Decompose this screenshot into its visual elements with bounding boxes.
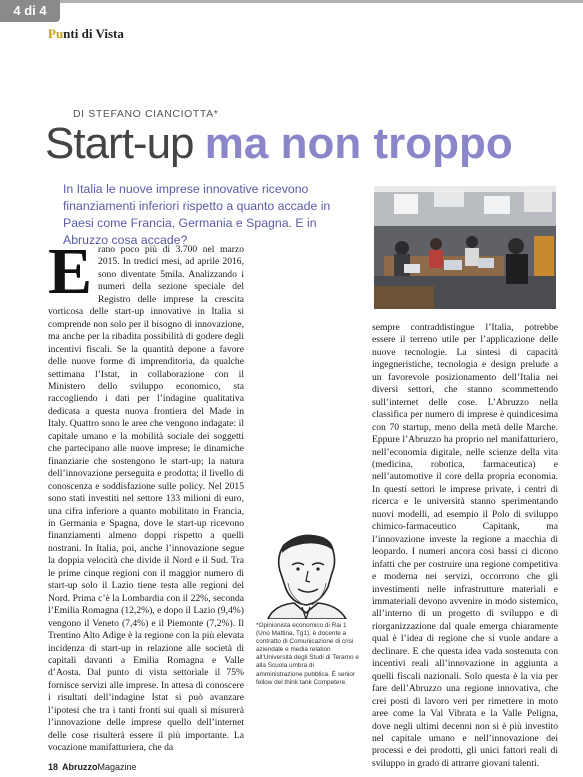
column-2-text: sempre contraddistingue l’Italia, potrebbe essere il terreno utile per l’applicazione delle nuove tecnologie. La sintesi di capacità ingegneristiche, tecnologia e design prelude a un favorevole posizionamento dell’Italia nei diversi settori, che stanno scommettendo sull’internet delle cose. L’Abruzzo nella classifica per numero di imprese è quindicesima con 70 startup, meno della metà delle Marche. Eppure l’Abruzzo ha proprio nel manifatturiero, nell’economia digitale, nelle scienze della vita (medicina, robotica, farmaceutica) e nell’automotive il core della propria economia. In questi settori le imprese private, i centri di ricerca e le università stanno sperimentando nuovi modelli, ad esempio il Polo di sviluppo chimico-farmaceutico Capitank, ma l’innovazione investe la regione a macchia di leopardo. I numeri ancora così bassi ci dicono infatti che per costruire una regione competitiva e moderna nei servizi, occorrono che gli investimenti nelle infrastrutture materiali e immateriali devono avvenire in modo sistemico, all’interno di un progetto di sviluppo e di riorganizzazione dal quale emerga chiaramente qual è l’idea di regione che si vuole andare a declinare. E che questa idea vada sostenuta con incentivi reali all’innovazione in aggiunta a quelli fiscali nazionali. Solo questa è la via per fare dell’Abruzzo una regione innovativa, che crei posti di lavoro veri per rimettere in moto aree come la Val Vibrata e la Valle Peligna, dove negli ultimi decenni non si è più investito nel capitale umano e nell’innovazione dei processi e dei prodotti, gli unici fattori reali di sviluppo in grado di attrarre giovani talenti. <box>372 322 558 769</box>
section-label <box>48 26 124 42</box>
title-part-2: ma non troppo <box>204 119 513 168</box>
section-label-accent: Pu <box>48 26 64 41</box>
page-footer <box>48 762 137 772</box>
title-part-1: Start-up <box>45 119 205 168</box>
top-bar <box>0 0 583 3</box>
page-counter-badge: 4 di 4 <box>0 0 60 22</box>
author-caption: *Opinionista economico di Rai 1 (Uno Mattina, Tg1), è docente a contratto di Comunicazione di crisi aziendale e media relation all’Università degli Studi di Teramo e alla Scuola umbra di amministrazione pubblica. È senior fellow del think tank Competere. <box>256 622 359 686</box>
drop-cap: E <box>48 235 93 308</box>
column-1-text: rano poco più di 3.700 nel marzo 2015. In tredici mesi, ad aprile 2016, sono diventate 5mila. Analizzando i numeri della sezione speciale del Registro delle imprese la crescita vorticosa delle start-up innovative in Italia si comprende non solo per il bisogno di innovazione, ma anche per la ribadita possibilità di godere degli incentivi fiscali. Se la quantità depone a favore delle nuove forme di imprenditoria, da qualche settimana l’Istat, in collaborazione con il Ministero dello sviluppo economico, sta raccogliendo i dati per l’indagine qualitativa dedicata a questa nuova frontiera del Made in Italy. Quattro sono le aree che vengono indagate: il capitale umano e la mobilità sociale dei soggetti che partecipano alle nuove imprese; le dinamiche finanziarie che sostengono le start-up; la natura dell’innovazione perseguita e prodotta; il livello di conoscenza e soddisfazione sulle policy. Nel 2015 sono stati investiti nel settore 133 milioni di euro, una cifra inferiore a quanto mobilitato in Francia, in Germania e Spagna, dove le start-up ricevono finanziamenti almeno doppi rispetto a quelli nostrani. In Italia, poi, anche l’innovazione segue la doppia velocità che divide il Nord e il Sud. Tra le prime cinque regioni con il maggior numero di start-up solo il Lazio tiene testa alle regioni del Nord. Prima c’è la Lombardia con il 22%, seconda l’Emilia Romagna (12,2%), e dopo il Lazio (9,4%) vengono il Veneto (7,4%) e il Piemonte (7,2%). Il Trentino Alto Adige è la regione con la più elevata incidenza di start-up in relazione alle società di capitali davanti a Emilia Romagna e Valle d’Aosta. Dal punto di vista settoriale il 75% fornisce servizi alle imprese. In attesa di conoscere i risultati dell’indagine Istat si può avanzare l’ipotesi che tra i tanti fronti sui quali si misurerà l’innovazione delle imprese quello dell’internet delle cose risulterà essere il più importante. La vocazione manifatturiera, che da <box>48 244 244 754</box>
article-title <box>45 118 513 170</box>
body-column-2 <box>372 322 558 770</box>
author-byline: DI STEFANO CIANCIOTTA* <box>73 108 219 120</box>
page-number: 18 <box>48 762 59 772</box>
magazine-name-light: Magazine <box>97 762 137 772</box>
coworking-photo <box>374 186 556 309</box>
body-column-1 <box>48 235 244 755</box>
section-label-rest: nti di Vista <box>63 26 124 41</box>
author-portrait-image <box>254 525 358 619</box>
article-lede: In Italia le nuove imprese innovative ricevono finanziamenti inferiori rispetto a quanto accade in Paesi come Francia, Germania e Spagna. E in Abruzzo cosa accade? <box>63 182 331 247</box>
magazine-name-bold: Abruzzo <box>62 762 98 772</box>
author-portrait-illustration <box>254 525 358 619</box>
coworking-photo-image <box>374 186 556 309</box>
